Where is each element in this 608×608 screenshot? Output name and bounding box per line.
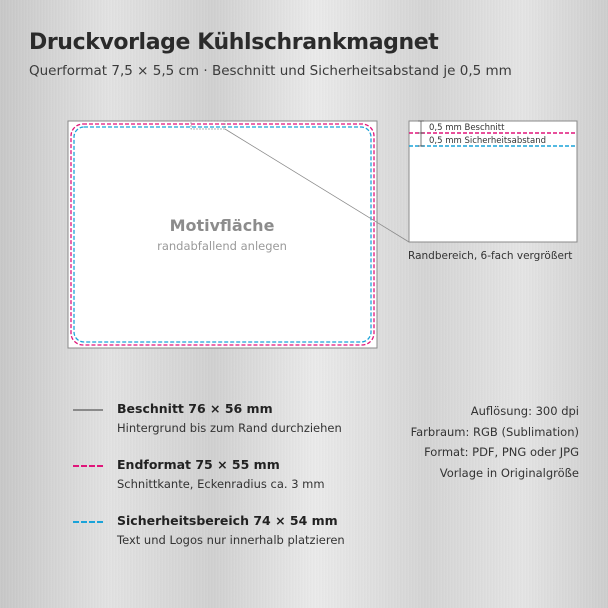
page-title: Druckvorlage Kühlschrankmagnet bbox=[29, 30, 439, 55]
legend-desc-safety: Text und Logos nur innerhalb platzieren bbox=[117, 533, 345, 547]
legend-desc-bleed: Hintergrund bis zum Rand durchziehen bbox=[117, 421, 342, 435]
spec-resolution: Auflösung: 300 dpi bbox=[470, 404, 579, 418]
zoom-caption: Randbereich, 6-fach vergrößert bbox=[408, 250, 573, 262]
spec-scale: Vorlage in Originalgröße bbox=[439, 465, 579, 480]
specs-block bbox=[411, 401, 579, 483]
legend-title-bleed: Beschnitt 76 × 56 mm bbox=[117, 401, 273, 416]
zoom-bleed-label: 0,5 mm Beschnitt bbox=[429, 123, 505, 133]
spec-format: Format: PDF, PNG oder JPG bbox=[424, 445, 579, 459]
spec-colorspace: Farbraum: RGB (Sublimation) bbox=[410, 424, 579, 439]
legend-line-safety bbox=[73, 521, 103, 523]
motif-sublabel: randabfallend anlegen bbox=[157, 239, 287, 253]
motif-label: Motivfläche bbox=[169, 216, 275, 235]
legend-desc-trim: Schnittkante, Eckenradius ca. 3 mm bbox=[117, 477, 325, 491]
page-subtitle: Querformat 7,5 × 5,5 cm · Beschnitt und Sicherheitsabstand je 0,5 mm bbox=[29, 63, 512, 79]
legend-line-bleed bbox=[73, 409, 103, 411]
legend-line-trim bbox=[73, 465, 103, 467]
zoom-safety-label: 0,5 mm Sicherheitsabstand bbox=[429, 136, 546, 146]
legend-title-trim: Endformat 75 × 55 mm bbox=[117, 457, 280, 472]
legend-title-safety: Sicherheitsbereich 74 × 54 mm bbox=[117, 513, 338, 528]
